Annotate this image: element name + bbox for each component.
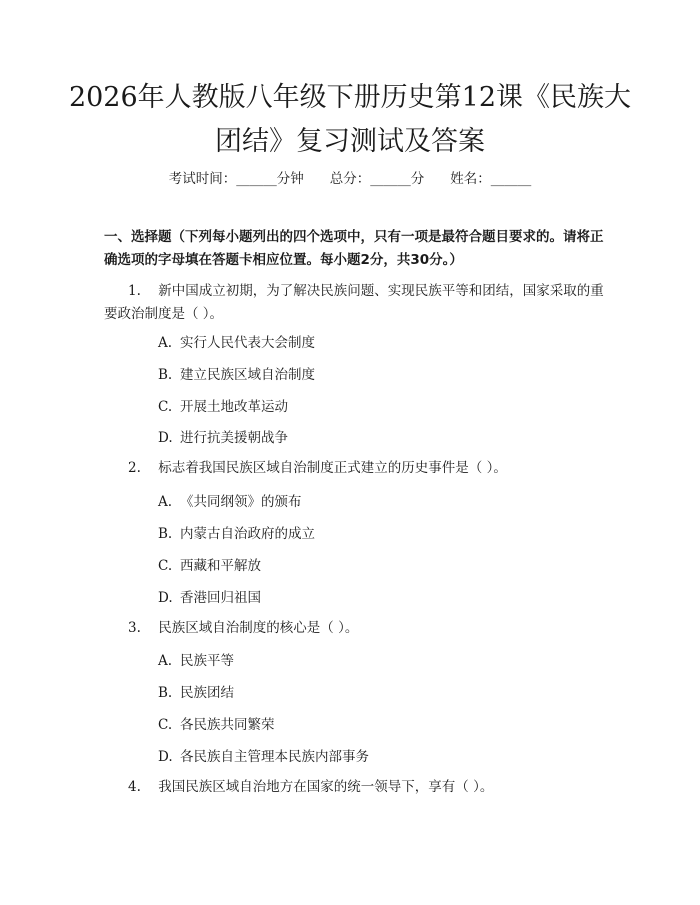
option-3a [158, 652, 234, 670]
option-letter: D. [158, 590, 173, 606]
option-letter: D. [158, 749, 173, 765]
option-letter: C. [158, 558, 173, 574]
option-letter: C. [158, 399, 173, 415]
option-text: 民族团结 [180, 685, 234, 701]
exam-time-unit: 分钟 [276, 171, 304, 187]
question-number: 2. [128, 460, 141, 476]
option-3b [158, 684, 234, 702]
name-label: 姓名： [450, 171, 491, 187]
option-text: 实行人民代表大会制度 [180, 335, 315, 351]
option-text: 进行抗美援朝战争 [180, 430, 288, 446]
name-blank: ______ [490, 171, 532, 187]
question-text: 民族区域自治制度的核心是（ ）。 [158, 620, 359, 636]
question-text: 标志着我国民族区域自治制度正式建立的历史事件是（ ）。 [158, 460, 507, 476]
question-number: 4. [128, 779, 141, 795]
option-letter: A. [158, 494, 173, 510]
question-text: 新中国成立初期，为了解决民族问题、实现民族平等和团结，国家采取的重要政治制度是（ ）。 [104, 283, 604, 322]
option-2d [158, 589, 261, 607]
question-4 [104, 776, 604, 799]
option-letter: B. [158, 526, 173, 542]
question-number: 1. [128, 283, 141, 299]
option-1c [158, 398, 288, 416]
option-letter: B. [158, 685, 173, 701]
option-letter: A. [158, 335, 173, 351]
question-1 [104, 280, 604, 326]
option-2c [158, 557, 261, 575]
option-3d [158, 748, 369, 766]
question-text: 我国民族区域自治地方在国家的统一领导下，享有（ ）。 [158, 779, 494, 795]
exam-info-line [0, 170, 700, 188]
question-number: 3. [128, 620, 141, 636]
option-letter: D. [158, 430, 173, 446]
option-2a [158, 493, 302, 511]
option-1a [158, 334, 315, 352]
total-score-label: 总分： [329, 171, 371, 187]
document-title: 2026年人教版八年级下册历史第12课《民族大团结》复习测试及答案 [68, 82, 632, 157]
option-letter: B. [158, 367, 173, 383]
option-text: 《共同纲领》的颁布 [180, 494, 302, 510]
exam-time-label: 考试时间： [168, 171, 237, 187]
option-text: 香港回归祖国 [180, 590, 261, 606]
option-text: 建立民族区域自治制度 [180, 367, 315, 383]
option-text: 开展土地改革运动 [180, 399, 288, 415]
section-heading: 一、选择题（下列每小题列出的四个选项中，只有一项是最符合题目要求的。请将正确选项的字母填在答题卡相应位置。每小题2分，共30分。） [104, 229, 604, 268]
option-text: 各民族自主管理本民族内部事务 [180, 749, 369, 765]
option-1d [158, 429, 288, 447]
option-letter: A. [158, 653, 173, 669]
option-text: 各民族共同繁荣 [180, 717, 275, 733]
total-score-blank: ______ [370, 171, 411, 187]
exam-time-blank: ______ [236, 171, 277, 187]
option-text: 西藏和平解放 [180, 558, 261, 574]
question-2 [104, 457, 604, 480]
option-text: 民族平等 [180, 653, 234, 669]
option-text: 内蒙古自治政府的成立 [180, 526, 315, 542]
option-2b [158, 525, 315, 543]
option-3c [158, 716, 275, 734]
total-score-unit: 分 [410, 171, 425, 187]
question-3 [104, 617, 604, 640]
option-letter: C. [158, 717, 173, 733]
option-1b [158, 366, 315, 384]
